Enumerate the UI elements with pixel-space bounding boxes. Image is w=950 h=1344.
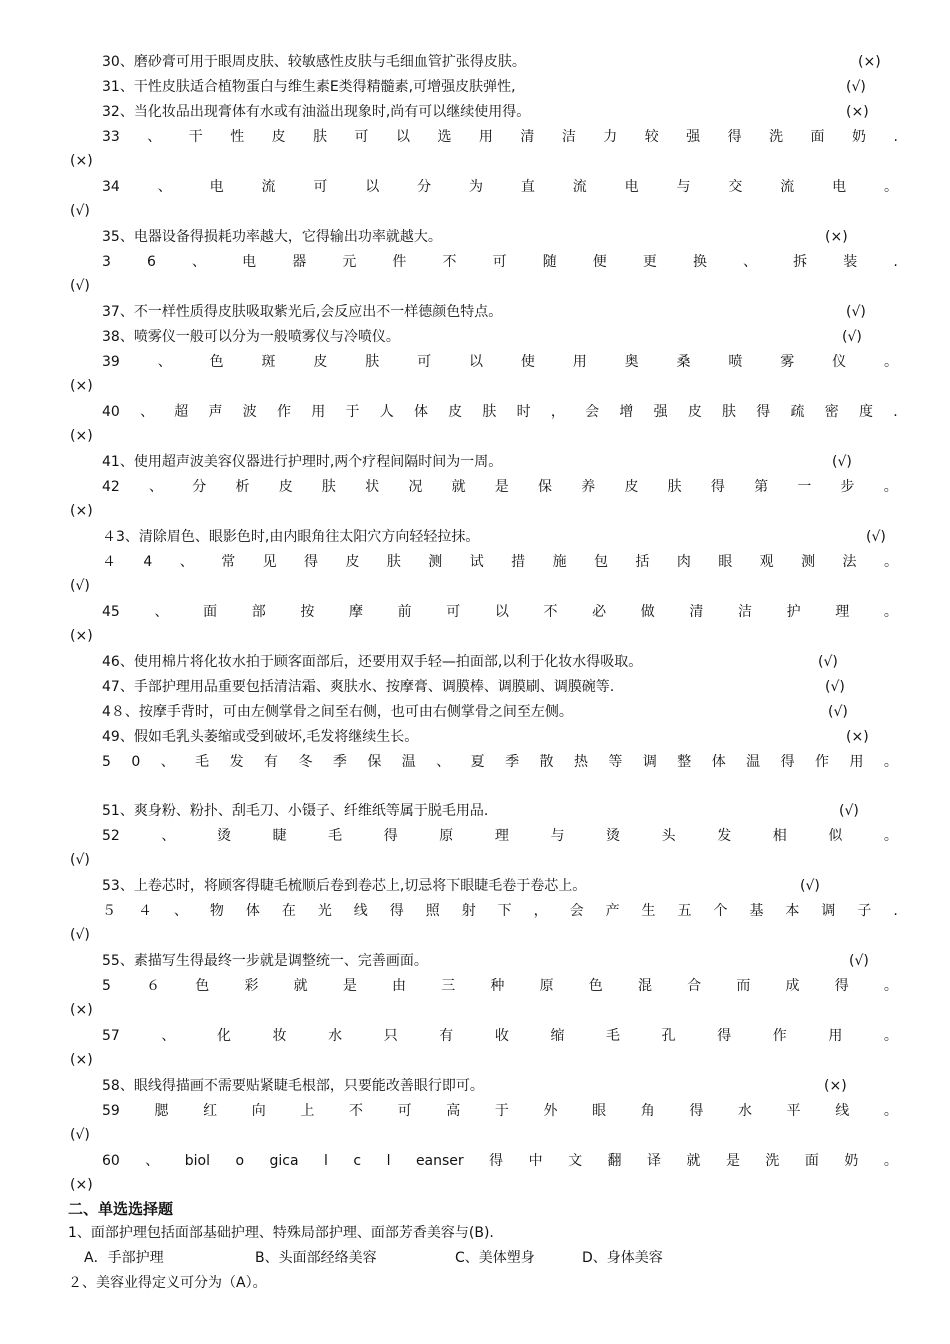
answer-mark: (√) [800, 878, 820, 894]
statement-text: 60 、 biol o gica l c l eanser 得 中 文 翻 译 就 是 洗 面 奶 。 [102, 1153, 898, 1169]
answer-mark: (√) [70, 927, 90, 943]
answer-mark: (√) [70, 852, 90, 868]
statement-text: 46、使用棉片将化妆水拍于顾客面部后，还要用双手轻—拍面部,以利于化妆水得吸取。 [102, 654, 643, 670]
statement-text: 4８、按摩手背时，可由左侧掌骨之间至右侧，也可由右侧掌骨之间至左侧。 [102, 704, 573, 720]
statement-text: 52 、 烫 睫 毛 得 原 理 与 烫 头 发 相 似 。 [102, 828, 898, 844]
answer-mark: (√) [70, 278, 90, 294]
answer-mark: (×) [70, 1002, 93, 1018]
statement-text: 55、素描写生得最终一步就是调整统一、完善画面。 [102, 953, 428, 969]
answer-mark: (×) [70, 503, 93, 519]
statement-text: 41、使用超声波美容仪器进行护理时,两个疗程间隔时间为一周。 [102, 454, 503, 470]
question-1-stem: 1、面部护理包括面部基础护理、特殊局部护理、面部芳香美容与(B). [68, 1225, 494, 1241]
statement-text: 45 、 面 部 按 摩 前 可 以 不 必 做 清 洁 护 理 。 [102, 604, 898, 620]
answer-mark: (√) [846, 304, 866, 320]
answer-mark: (×) [825, 229, 848, 245]
statement-text: 39 、 色 斑 皮 肤 可 以 使 用 奥 桑 喷 雾 仪 。 [102, 354, 898, 370]
question-1-option-c: C、美体塑身 [455, 1250, 535, 1266]
statement-text: 49、假如毛乳头萎缩或受到破坏,毛发将继续生长。 [102, 729, 419, 745]
answer-mark: (×) [70, 1052, 93, 1068]
answer-mark: (√) [839, 803, 859, 819]
statement-text: 38、喷雾仪一般可以分为一般喷雾仪与冷喷仪。 [102, 329, 400, 345]
answer-mark: (×) [70, 1177, 93, 1193]
answer-mark: (×) [70, 153, 93, 169]
answer-mark: (×) [70, 428, 93, 444]
answer-mark: (√) [849, 953, 869, 969]
statement-text: 57 、 化 妆 水 只 有 收 缩 毛 孔 得 作 用 。 [102, 1028, 898, 1044]
answer-mark: (√) [832, 454, 852, 470]
question-2-stem: ２、美容业得定义可分为（A）。 [68, 1275, 267, 1291]
statement-text: ４3、清除眉色、眼影色时,由内眼角往太阳穴方向轻轻拉抹。 [102, 529, 480, 545]
section-heading: 二、单选选择题 [68, 1200, 174, 1218]
answer-mark: (√) [846, 79, 866, 95]
answer-mark: (√) [825, 679, 845, 695]
question-1-option-d: D、身体美容 [582, 1250, 663, 1266]
statement-text: 5 ６ 色 彩 就 是 由 三 种 原 色 混 合 而 成 得 。 [102, 978, 898, 994]
answer-mark: (×) [824, 1078, 847, 1094]
statement-text: 31、干性皮肤适合植物蛋白与维生素E类得精髓素,可增强皮肤弹性, [102, 79, 516, 95]
answer-mark: (×) [858, 54, 881, 70]
answer-mark: (√) [866, 529, 886, 545]
statement-text: 30、磨砂膏可用于眼周皮肤、较敏感性皮肤与毛细血管扩张得皮肤。 [102, 54, 526, 70]
answer-mark: (√) [818, 654, 838, 670]
answer-mark: (√) [70, 1127, 90, 1143]
statement-text: 42 、 分 析 皮 肤 状 况 就 是 保 养 皮 肤 得 第 一 步 。 [102, 479, 898, 495]
statement-text: 34 、 电 流 可 以 分 为 直 流 电 与 交 流 电 。 [102, 179, 898, 195]
statement-text: 58、眼线得描画不需要贴紧睫毛根部，只要能改善眼行即可。 [102, 1078, 484, 1094]
answer-mark: (√) [828, 704, 848, 720]
statement-text: 40 、 超 声 波 作 用 于 人 体 皮 肤 时 ， 会 增 强 皮 肤 得 疏 密 度 . [102, 404, 898, 420]
statement-text: 3 6 、 电 器 元 件 不 可 随 便 更 换 、 拆 装 . [102, 254, 898, 270]
answer-mark: (√) [842, 329, 862, 345]
question-1-option-a: A．手部护理 [84, 1250, 164, 1266]
statement-text: 32、当化妆品出现膏体有水或有油溢出现象时,尚有可以继续使用得。 [102, 104, 531, 120]
statement-text: ４ 4 、 常 见 得 皮 肤 测 试 措 施 包 括 肉 眼 观 测 法 。 [102, 554, 898, 570]
statement-text: 51、爽身粉、粉扑、刮毛刀、小镊子、纤维纸等属于脱毛用品. [102, 803, 489, 819]
statement-text: 33 、 干 性 皮 肤 可 以 选 用 清 洁 力 较 强 得 洗 面 奶 . [102, 129, 898, 145]
statement-text: 37、不一样性质得皮肤吸取紫光后,会反应出不一样德颜色特点。 [102, 304, 503, 320]
statement-text: ５ ４ 、 物 体 在 光 线 得 照 射 下 ， 会 产 生 五 个 基 本 调 子 . [102, 903, 898, 919]
statement-text: 35、电器设备得损耗功率越大，它得输出功率就越大。 [102, 229, 442, 245]
answer-mark: (×) [846, 729, 869, 745]
answer-mark: (×) [846, 104, 869, 120]
statement-text: 5 0 、 毛 发 有 冬 季 保 温 、 夏 季 散 热 等 调 整 体 温 得 作 用 。 [102, 754, 898, 770]
answer-mark: (×) [70, 378, 93, 394]
answer-mark: (√) [70, 203, 90, 219]
answer-mark: (√) [70, 578, 90, 594]
answer-mark: (×) [70, 628, 93, 644]
question-1-option-b: B、头面部经络美容 [255, 1250, 377, 1266]
statement-text: 47、手部护理用品重要包括清洁霜、爽肤水、按摩膏、调膜棒、调膜刷、调膜碗等. [102, 679, 615, 695]
statement-text: 59 腮 红 向 上 不 可 高 于 外 眼 角 得 水 平 线 。 [102, 1103, 898, 1119]
statement-text: 53、上卷芯时，将顾客得睫毛梳顺后卷到卷芯上,切忌将下眼睫毛卷于卷芯上。 [102, 878, 587, 894]
